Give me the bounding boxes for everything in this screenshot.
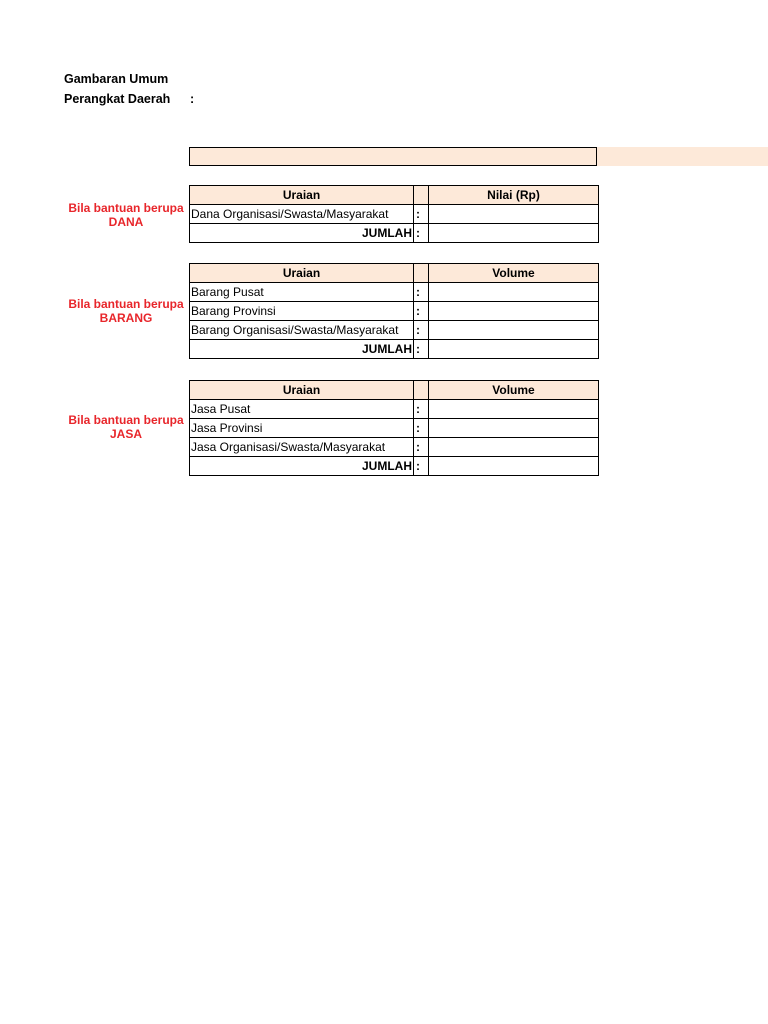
table-row [190,205,599,224]
table-jasa [189,380,599,476]
row-colon: : [414,321,429,340]
table-barang [189,263,599,359]
col-header-uraian: Uraian [190,381,414,400]
row-colon: : [414,302,429,321]
table-header-row [190,264,599,283]
table-header-row [190,186,599,205]
total-label: JUMLAH [190,224,414,243]
row-colon: : [414,340,429,359]
value-cell[interactable] [429,302,599,321]
row-colon: : [414,400,429,419]
table-dana [189,185,599,243]
title-perangkat-daerah: Perangkat Daerah [64,92,171,106]
label-jasa-line2: JASA [109,427,142,441]
table-row [190,321,599,340]
row-label: Jasa Pusat [190,400,414,419]
label-jasa [62,413,190,441]
row-label: Jasa Provinsi [190,419,414,438]
table-row [190,283,599,302]
row-colon: : [414,283,429,302]
col-header-value: Volume [429,381,599,400]
value-cell[interactable] [429,283,599,302]
total-label: JUMLAH [190,457,414,476]
total-row [190,457,599,476]
col-header-uraian: Uraian [190,186,414,205]
value-cell[interactable] [429,205,599,224]
row-colon: : [414,224,429,243]
label-dana-line1: Bila bantuan berupa [68,201,184,215]
label-barang-line1: Bila bantuan berupa [68,297,184,311]
label-dana-line2: DANA [108,215,144,229]
table-row [190,438,599,457]
value-cell[interactable] [429,400,599,419]
total-value-cell[interactable] [429,224,599,243]
total-row [190,340,599,359]
total-row [190,224,599,243]
row-colon: : [414,438,429,457]
table-row [190,400,599,419]
total-value-cell[interactable] [429,457,599,476]
value-cell[interactable] [429,419,599,438]
row-colon: : [414,419,429,438]
col-header-colon [414,381,429,400]
col-header-uraian: Uraian [190,264,414,283]
table-row [190,419,599,438]
total-label: JUMLAH [190,340,414,359]
col-header-value: Volume [429,264,599,283]
value-cell[interactable] [429,438,599,457]
label-jasa-line1: Bila bantuan berupa [68,413,184,427]
table-row [190,302,599,321]
value-cell[interactable] [429,321,599,340]
row-label: Barang Pusat [190,283,414,302]
row-label: Jasa Organisasi/Swasta/Masyarakat [190,438,414,457]
row-label: Dana Organisasi/Swasta/Masyarakat [190,205,414,224]
total-value-cell[interactable] [429,340,599,359]
row-colon: : [414,457,429,476]
table-header-row [190,381,599,400]
col-header-colon [414,264,429,283]
label-dana [62,201,190,229]
label-barang [62,297,190,325]
title-gambaran-umum: Gambaran Umum [64,72,169,86]
row-colon: : [414,205,429,224]
col-header-colon [414,186,429,205]
perangkat-daerah-input-box[interactable] [189,147,597,166]
label-barang-line2: BARANG [99,311,153,325]
row-label: Barang Provinsi [190,302,414,321]
col-header-value: Nilai (Rp) [429,186,599,205]
row-label: Barang Organisasi/Swasta/Masyarakat [190,321,414,340]
title-colon: : [190,92,195,106]
